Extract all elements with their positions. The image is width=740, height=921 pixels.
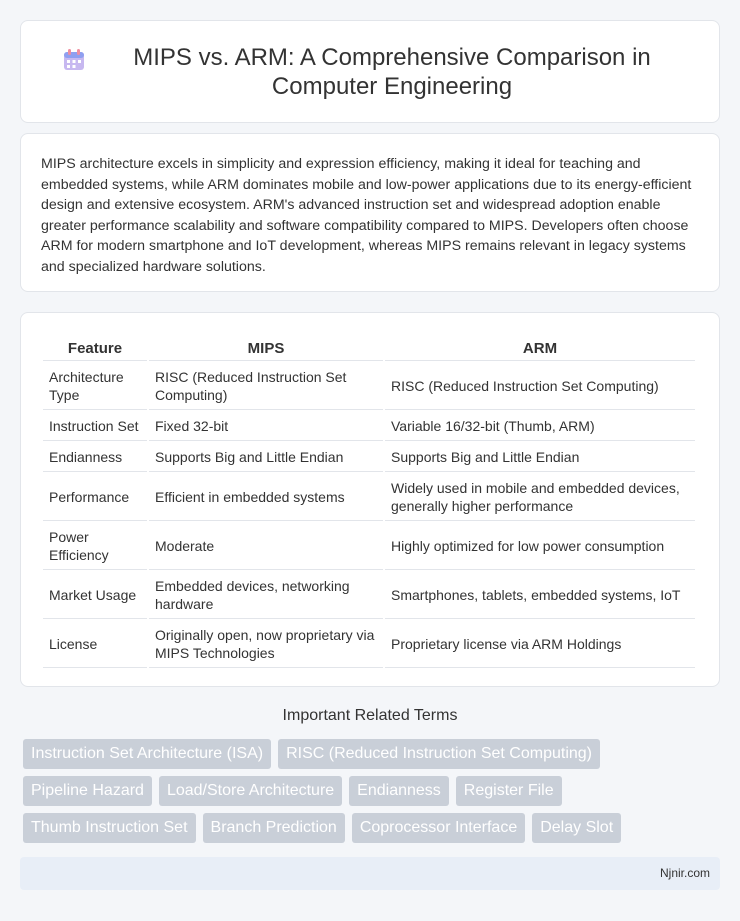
- tag-thumb[interactable]: Thumb Instruction Set: [23, 813, 196, 843]
- title-card: [20, 20, 720, 123]
- related-terms-heading: Important Related Terms: [282, 707, 458, 724]
- cell-mips: Supports Big and Little Endian: [149, 443, 383, 472]
- tag-register-file[interactable]: Register File: [456, 776, 562, 806]
- tag-load-store[interactable]: Load/Store Architecture: [159, 776, 342, 806]
- header-mips: MIPS: [149, 335, 383, 361]
- table-row: [43, 443, 695, 472]
- table-row: [43, 412, 695, 441]
- tag-branch-prediction[interactable]: Branch Prediction: [203, 813, 345, 843]
- table-row: [43, 363, 695, 410]
- tag-coprocessor[interactable]: Coprocessor Interface: [352, 813, 525, 843]
- cell-arm: Highly optimized for low power consumption: [385, 523, 695, 570]
- header-feature: Feature: [43, 335, 147, 361]
- footer-brand[interactable]: Njnir.com: [659, 866, 710, 880]
- cell-mips: Efficient in embedded systems: [149, 474, 383, 521]
- tag-row: [23, 776, 723, 806]
- cell-mips: Fixed 32-bit: [149, 412, 383, 441]
- cell-arm: Smartphones, tablets, embedded systems, IoT: [385, 572, 695, 619]
- comparison-card: [20, 312, 720, 687]
- table-row: [43, 621, 695, 668]
- tag-risc[interactable]: RISC (Reduced Instruction Set Computing): [278, 739, 600, 769]
- cell-feature: Endianness: [43, 443, 147, 472]
- cell-feature: License: [43, 621, 147, 668]
- summary-card: [20, 133, 720, 292]
- cell-arm: Widely used in mobile and embedded devices, generally higher performance: [385, 474, 695, 521]
- cell-arm: RISC (Reduced Instruction Set Computing): [385, 363, 695, 410]
- tag-pipeline-hazard[interactable]: Pipeline Hazard: [23, 776, 152, 806]
- table-row: [43, 474, 695, 521]
- cell-mips: Moderate: [149, 523, 383, 570]
- summary-text: MIPS architecture excels in simplicity and expression efficiency, making it ideal for teaching and embedded systems, while ARM dominates mobile and low-power applications due to its energy-efficient design and extensive ecosystem. ARM's advanced instruction set and widespread adoption enable greater performance scalability and software compatibility compared to MIPS. Developers often choose ARM for modern smartphone and IoT development, whereas MIPS remains relevant in legacy systems and specialized hardware solutions.: [41, 156, 692, 275]
- table-row: [43, 572, 695, 619]
- footer: [20, 857, 720, 890]
- cell-feature: Market Usage: [43, 572, 147, 619]
- cell-arm: Supports Big and Little Endian: [385, 443, 695, 472]
- related-terms-tags: [23, 739, 723, 850]
- cell-arm: Variable 16/32-bit (Thumb, ARM): [385, 412, 695, 441]
- header-arm: ARM: [385, 335, 695, 361]
- cell-feature: Performance: [43, 474, 147, 521]
- table-row: [43, 523, 695, 570]
- title-wrap: [21, 43, 719, 101]
- table-header-row: [43, 335, 695, 361]
- cell-arm: Proprietary license via ARM Holdings: [385, 621, 695, 668]
- tag-delay-slot[interactable]: Delay Slot: [532, 813, 621, 843]
- tag-isa[interactable]: Instruction Set Architecture (ISA): [23, 739, 271, 769]
- cell-feature: Instruction Set: [43, 412, 147, 441]
- comparison-table: [41, 333, 697, 670]
- tag-row: [23, 813, 723, 843]
- page-title: MIPS vs. ARM: A Comprehensive Comparison in Computer Engineering: [133, 43, 651, 100]
- cell-mips: RISC (Reduced Instruction Set Computing): [149, 363, 383, 410]
- cell-mips: Embedded devices, networking hardware: [149, 572, 383, 619]
- cell-feature: Power Efficiency: [43, 523, 147, 570]
- calendar-icon: [61, 47, 87, 73]
- tag-endianness[interactable]: Endianness: [349, 776, 449, 806]
- cell-feature: Architecture Type: [43, 363, 147, 410]
- cell-mips: Originally open, now proprietary via MIPS Technologies: [149, 621, 383, 668]
- tag-row: [23, 739, 723, 769]
